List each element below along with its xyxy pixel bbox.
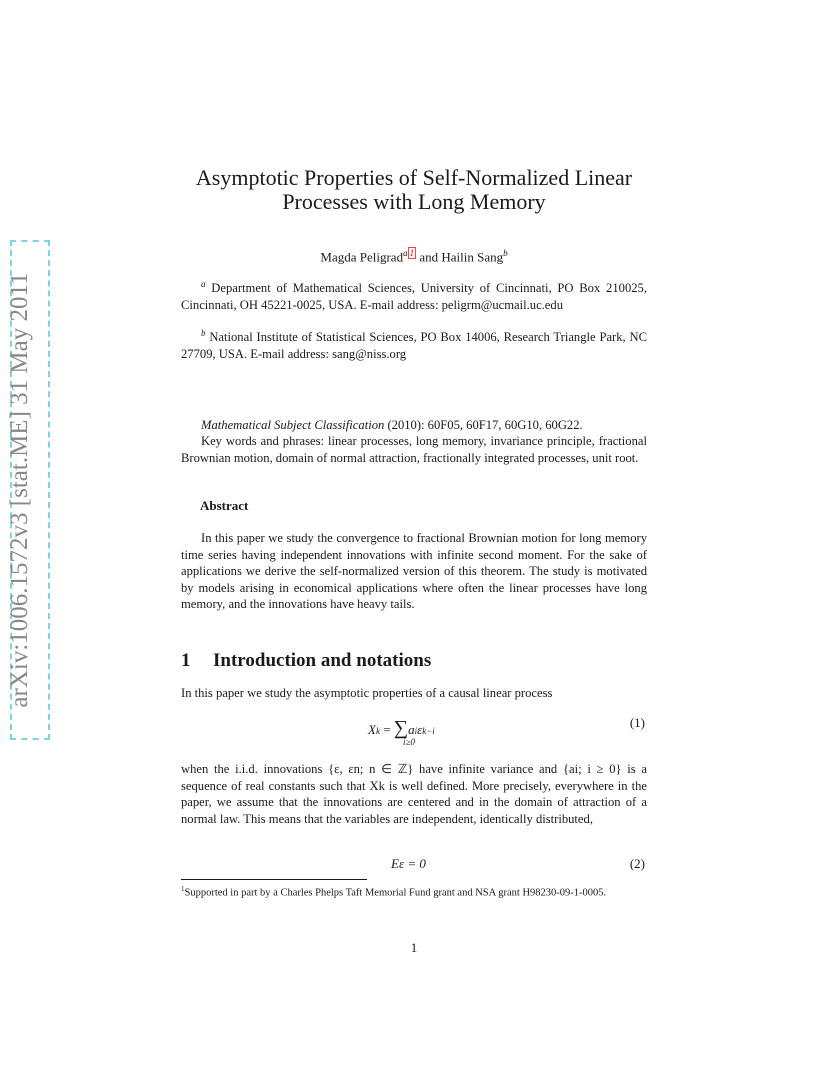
section-number: 1 <box>181 650 191 671</box>
abstract-text: In this paper we study the convergence to fractional Brownian motion for long memory time series having independent innovations with infinite second moment. For the sake of applications we derive the self-normalized version of this theorem. The study is motivated by models arising in economical applications where often the linear processes have long memory, and the innovations have heavy tails. <box>181 531 647 611</box>
affiliation-b-text: National Institute of Statistical Sciences, PO Box 14006, Research Triangle Park, NC 27709, USA. E-mail address: sang@niss.org <box>181 330 647 362</box>
intro-paragraph-1: In this paper we study the asymptotic properties of a causal linear process <box>181 686 553 700</box>
author-line <box>160 248 668 265</box>
affiliation-a <box>181 276 647 314</box>
equation-1 <box>181 715 647 745</box>
abstract-heading: Abstract <box>200 498 249 513</box>
title-line-2: Processes with Long Memory <box>282 189 546 214</box>
author-1: Magda Peligrad <box>320 249 404 265</box>
section-heading <box>181 650 431 672</box>
eq1-lhs: X <box>368 722 376 737</box>
affiliation-a-text: Department of Mathematical Sciences, University of Cincinnati, PO Box 210025, Cincinnati, OH 45221-0025, USA. E-mail address: peligrm@ucmail.uc.edu <box>181 281 647 313</box>
section-title: Introduction and notations <box>213 650 432 671</box>
intro-paragraph-2: when the i.i.d. innovations {ε, εn; n ∈ ℤ} have infinite variance and {ai; i ≥ 0} is a sequence of real constants such that Xk is well defined. More precisely, everywhere in the paper, we assume that the innovations are centered and in the domain of attraction of a normal law. This means that the variables are independent, identically distributed, <box>181 762 647 826</box>
equation-1-number: (1) <box>629 715 645 730</box>
equation-2-number: (2) <box>629 856 645 871</box>
footnote-text: Supported in part by a Charles Phelps Taft Memorial Fund grant and NSA grant H98230-09-1-0005. <box>184 887 607 899</box>
author-1-affil-mark: a <box>403 248 408 258</box>
title-line-1: Asymptotic Properties of Self-Normalized Linear <box>195 165 633 190</box>
footnote-link[interactable]: 1 <box>409 248 415 258</box>
eq1-sum-symbol: ∑ <box>393 717 409 739</box>
affiliation-b-marker: b <box>201 328 206 338</box>
author-and: and <box>419 249 439 265</box>
equation-2-body: Eε = 0 <box>391 856 426 871</box>
affiliation-b <box>181 325 647 363</box>
eq1-lhs-sub: k <box>375 726 380 736</box>
eq1-equals: = <box>379 722 394 737</box>
page-number: 1 <box>410 940 418 955</box>
eq1-term: a <box>408 722 415 737</box>
footnote-marker: 1 <box>181 885 185 893</box>
eq1-term-sub: i <box>414 726 418 736</box>
footnote <box>181 882 647 901</box>
affiliation-a-marker: a <box>201 279 206 289</box>
author-2-affil-mark: b <box>503 248 508 258</box>
arxiv-stamp[interactable]: arXiv:1006.1572v3 [stat.ME] 31 May 2011 <box>6 272 33 708</box>
msc-codes: (2010): 60F05, 60F17, 60G10, 60G22. <box>387 418 583 432</box>
keywords: Key words and phrases: linear processes, long memory, invariance principle, fractional Brownian motion, domain of normal attraction, fractionally integrated processes, unit root. <box>181 434 647 465</box>
eq1-term2-sub: k−i <box>422 726 435 736</box>
msc-label: Mathematical Subject Classification <box>201 418 385 432</box>
footnote-rule <box>181 879 367 880</box>
eq1-sum-limits: i≥0 <box>403 737 415 747</box>
paper-title <box>160 166 668 214</box>
author-2: Hailin Sang <box>441 249 504 265</box>
equation-1-body <box>368 717 435 740</box>
eq1-term2: ε <box>417 722 423 737</box>
msc-line <box>181 417 647 434</box>
